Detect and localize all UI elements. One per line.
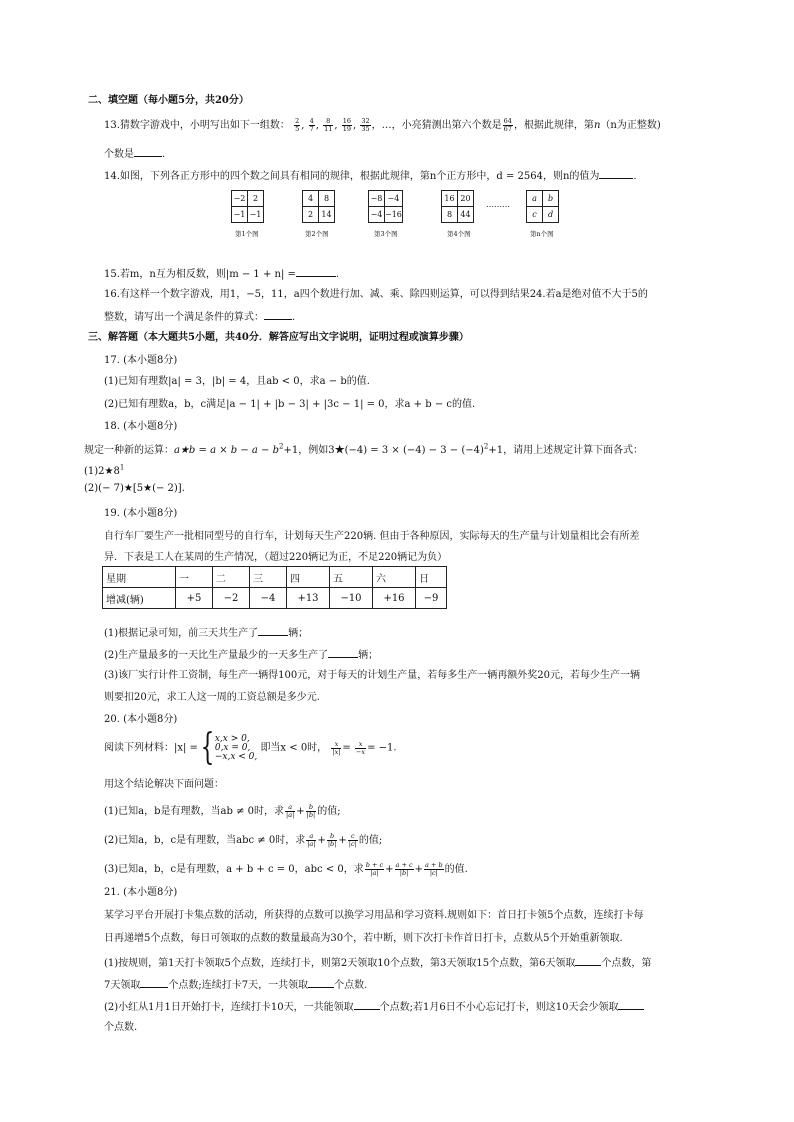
q13-line-2 [104, 146, 165, 162]
question-14 [104, 168, 637, 184]
q19-part-3-line-1: (3)该厂实行计件工资制，每生产一辆得100元，对于每天的计划生产量，若每多生产一辆再额外奖20元，若每少生产一辆 [104, 670, 640, 681]
q20-part-2: (2)已知a，b，c是有理数，当abc ≠ 0时，求 $\frac{a}{|a|}$ + $\frac{b}{|b|}$ + $\frac{c}{|c|}$ 的值; [104, 832, 383, 848]
q18-part-2: (2)(− 7)★[5★(− 2)]. [84, 483, 185, 494]
q13-text-a: 猜数字游戏中，小明写出如下一组数： [119, 120, 290, 131]
q14-square-4 [441, 190, 474, 223]
q21-day7-text: 7天领取 [104, 980, 141, 991]
table-cell: 二 [213, 567, 250, 588]
q16-end: . [292, 312, 296, 323]
q20-title: 20. (本小题8分) [104, 714, 178, 725]
section-2-heading: 二、填空题（每小题5分，共20分） [88, 95, 249, 106]
q20-fraction: $\frac{a + b}{|c|}$ [425, 861, 443, 877]
q19-part1-blank[interactable] [258, 625, 288, 636]
q20-result: = −1. [367, 742, 397, 754]
table-cell: −9 [416, 588, 447, 609]
q20-fraction: $\frac{x}{|x|}$ [332, 739, 341, 756]
q20-part2-text: (2)已知a，b，c是有理数，当abc ≠ 0时，求 [104, 835, 306, 846]
q20-cases [215, 735, 257, 762]
table-cell: 六 [373, 567, 416, 588]
q21-part2-text: (2)小红从1月1日开始打卡，连续打卡10天，一共能领取 [104, 1002, 354, 1013]
table-cell: −10 [330, 588, 373, 609]
q14-ellipsis: ……… [486, 200, 510, 209]
q14-caption-3: 第3个图 [374, 230, 398, 238]
q14-caption-1: 第1个图 [235, 230, 259, 238]
q18-rule-tail: +1，请用上述规定计算下面各式： [488, 445, 644, 456]
q14-number: 14. [104, 171, 120, 182]
q21-title: 21. (本小题8分) [104, 887, 178, 898]
q13-answer-blank[interactable] [134, 146, 162, 157]
q17-title: 17. (本小题8分) [104, 355, 178, 366]
square-cell: −1 [248, 207, 264, 223]
square-cell: 14 [319, 207, 335, 223]
question-16 [104, 288, 648, 302]
square-cell: −4 [385, 191, 403, 207]
q14-square-3 [368, 190, 403, 223]
q19-part1-text: (1)根据记录可知，前三天共生产了 [104, 628, 259, 639]
table-cell: +13 [287, 588, 330, 609]
square-cell: 8 [442, 207, 458, 223]
q21-line-1: 某学习平台开展打卡集点数的活动，所获得的点数可以换学习用品和学习资料.规则如下：首日打卡领5个点数，连续打卡每 [104, 910, 644, 921]
table-cell: 四 [287, 567, 330, 588]
q20-fraction: $\frac{b + c}{|a|}$ [365, 861, 384, 877]
square-cell: −2 [232, 191, 248, 207]
q17-part-1: (1)已知有理数|a| = 3，|b| = 4，且ab < 0，求a − b的值. [104, 376, 370, 387]
q20-fraction: $\frac{a + c}{|b|}$ [395, 861, 413, 877]
q16-line-2 [104, 309, 295, 325]
q16-answer-blank[interactable] [264, 309, 292, 320]
q19-part-1 [104, 625, 308, 641]
q18-part1-sup: 1 [119, 463, 125, 472]
q20-use-line: 用这个结论解决下面问题： [104, 779, 224, 790]
q21-part1-mid: 个点数，第 [601, 958, 652, 969]
square-cell: b [543, 191, 559, 207]
q13-number: 13. [104, 120, 120, 131]
q16-line-1: 有这样一个数字游戏，用1，−5，11，a四个数进行加、减、乘、除四则运算，可以得到结果24.若a是绝对值不大于5的 [119, 289, 648, 300]
q20-fraction: $\frac{a}{|a|}$ [307, 832, 316, 848]
q18-rule-definition: a★b = a × b − a − b [174, 445, 279, 456]
q14-text: 如图，下列各正方形中的四个数之间具有相同的规律，根据此规律，第n个正方形中， [119, 171, 497, 182]
q14-caption-n: 第n个图 [530, 230, 554, 238]
q19-line-2: 异．下表是工人在某周的生产情况，（超过220辆记为正，不足220辆记为负） [104, 552, 448, 563]
square-cell: a [527, 191, 543, 207]
q21-part1-text: (1)按规则，第1天打卡领取5个点数，连续打卡，则第2天领取10个点数，第3天领取15个点数，第6天领取 [104, 958, 576, 969]
q13-fraction-5: $\frac{32}{35}$ [361, 117, 370, 133]
square-cell: −8 [369, 191, 385, 207]
q15-text: 若m，n互为相反数，则|m − 1 + n| = [119, 269, 296, 280]
q18-rule-intro: 规定一种新的运算： [84, 445, 174, 456]
q13-fraction-3: $\frac{8}{11}$ [324, 117, 333, 133]
q19-part2-text: (2)生产量最多的一天比生产量最少的一天多生产了 [104, 650, 329, 661]
q14-condition: d = 2564，则n的值为 [496, 171, 600, 182]
q21-part1-end: 个点数. [334, 980, 368, 991]
q20-fraction: $\frac{b}{|b|}$ [306, 803, 316, 819]
q19-line-1: 自行车厂要生产一批相同型号的自行车，计划每天生产220辆. 但由于各种原因，实际每天的生产量与计划量相比会有所差 [104, 531, 640, 542]
q20-fraction: $\frac{x}{-x}$ [355, 739, 366, 756]
q13-guess-fraction: $\frac{64}{67}$ [503, 117, 512, 133]
table-cell: −2 [213, 588, 250, 609]
q19-part-2 [104, 647, 378, 663]
q20-case-3: −x,x < 0, [214, 751, 258, 762]
table-row [103, 588, 447, 609]
q14-square-2 [302, 190, 335, 223]
square-cell: 16 [442, 191, 458, 207]
q18-rule-plus: +1，例如 [283, 445, 329, 456]
square-cell: 8 [319, 191, 335, 207]
q21-day7-blank[interactable] [140, 977, 168, 988]
q16-number: 16. [104, 289, 120, 300]
q20-case-2: 0,x = 0, [214, 742, 251, 753]
q20-fraction: $\frac{c}{|c|}$ [348, 832, 357, 848]
table-cell: −4 [250, 588, 287, 609]
table-cell: +16 [373, 588, 416, 609]
square-cell: −1 [232, 207, 248, 223]
table-cell: 日 [416, 567, 447, 588]
q20-part3-tail: 的值. [444, 864, 468, 875]
brace-icon: { [200, 727, 215, 768]
table-cell: +5 [176, 588, 213, 609]
q20-material: 阅读下列材料：|x| ={x,x > 0, 0,x = 0, −x,x < 0, 即当x < 0时， $\frac{x}{|x|}$ = $\frac{x}{-x}$ = −1. [104, 727, 397, 768]
square-cell: 4 [303, 191, 319, 207]
q14-caption-2: 第2个图 [305, 230, 329, 238]
q18-part-1 [84, 465, 124, 479]
q16-line2-text: 整数，请写出一个满足条件的算式： [104, 312, 264, 323]
q20-fraction: $\frac{b}{|b|}$ [327, 832, 337, 848]
question-13: 13.猜数字游戏中，小明写出如下一组数： $\frac{2}{5}$ , $\frac{4}{7}$ , $\frac{8}{11}$ , $\frac{16}{19}$ , $\frac{32}{35}$ ，…，小亮猜测出第六个数是 $\frac{64}{67}$ ，根据此规律，第n（n为正整数) [104, 117, 661, 133]
q15-answer-blank[interactable] [296, 266, 336, 277]
q19-part-3-line-2: 则要扣20元，求工人这一周的工资总额是多少元. [104, 692, 320, 703]
table-cell: 增减(辆) [103, 588, 176, 609]
q13-text-c: ，根据此规律，第 [513, 120, 594, 131]
q20-case-1: x,x > 0, [214, 733, 250, 744]
q14-end: . [633, 171, 637, 182]
q13-text-d: （n为正整数) [600, 120, 661, 131]
q20-part3-text: (3)已知a，b，c是有理数，a + b + c = 0，abc < 0，求 [104, 864, 364, 875]
q13-end: . [162, 149, 166, 160]
q21-total7-blank[interactable] [308, 977, 334, 988]
q21-total7-text: 个点数;连续打卡7天，一共领取 [168, 980, 309, 991]
q13-text-b: ，…，小亮猜测出第六个数是 [371, 120, 502, 131]
square-cell: 2 [248, 191, 264, 207]
table-header-row [103, 567, 447, 588]
table-cell: 三 [250, 567, 287, 588]
square-cell: 20 [458, 191, 474, 207]
q15-end: . [335, 269, 340, 280]
q21-part2-mid: 个点数;若1月6日不小心忘记打卡，则这10天会少领取 [379, 1002, 619, 1013]
q19-part1-unit: 辆； [288, 628, 309, 639]
q20-abs-def: 阅读下列材料：|x| = [104, 742, 198, 754]
q20-when-text: 即当x < 0时， [260, 742, 328, 754]
q20-part2-tail: 的值; [358, 835, 383, 846]
q21-part-1-line-1 [104, 955, 651, 971]
q18-rule: 规定一种新的运算：a★b = $a \times b - a - b^2+1$，例如3★(−4) = $3 \times (-4) - 3 - (-4)^2+1$，请用上述规定计算下面各式： [84, 442, 644, 456]
q18-part1-text: (1)2★8 [84, 466, 120, 477]
question-15 [104, 266, 339, 282]
q18-rule-example: 3★(−4) = 3 × (−4) − 3 − (−4) [328, 445, 484, 456]
q20-part1-tail: 的值; [317, 806, 341, 817]
q13-fraction-1: $\frac{2}{5}$ [295, 117, 300, 133]
table-cell: 一 [176, 567, 213, 588]
q14-square-n [526, 190, 559, 223]
q20-fraction: $\frac{a}{|a|}$ [286, 803, 295, 819]
q14-caption-4: 第4个图 [447, 230, 471, 238]
table-cell: 星期 [103, 567, 176, 588]
q15-number: 15. [104, 269, 120, 280]
q21-less-blank[interactable] [618, 999, 644, 1010]
q13-fraction-2: $\frac{4}{7}$ [309, 117, 314, 133]
square-cell: 44 [458, 207, 474, 223]
q21-day6-blank[interactable] [575, 955, 601, 966]
square-cell: c [527, 207, 543, 223]
square-cell: −16 [385, 207, 403, 223]
q19-part2-unit: 辆； [358, 650, 379, 661]
section-3-heading: 三、解答题（本大题共5小题，共40分．解答应写出文字说明，证明过程或演算步骤） [88, 332, 469, 343]
q21-part-1-line-2 [104, 977, 367, 993]
q13-line2-text: 个数是 [104, 149, 134, 160]
q18-title: 18. (本小题8分) [104, 421, 178, 432]
q14-answer-blank[interactable] [599, 168, 633, 179]
q21-part-2-line-2: 个点数. [104, 1022, 138, 1033]
square-cell: −4 [369, 207, 385, 223]
q13-fraction-4: $\frac{16}{19}$ [342, 117, 352, 133]
q21-total10-blank[interactable] [354, 999, 380, 1010]
q19-part2-blank[interactable] [328, 647, 358, 658]
square-cell: d [543, 207, 559, 223]
q21-line-2: 日再递增5个点数，每日可领取的点数的数量最高为30个，若中断，则下次打卡作首日打卡，点数从5个开始重新领取. [104, 933, 623, 944]
table-cell: 五 [330, 567, 373, 588]
q14-square-1 [231, 190, 264, 223]
production-table [102, 566, 447, 609]
q21-part-2-line-1 [104, 999, 644, 1015]
square-cell: 2 [303, 207, 319, 223]
q19-title: 19. (本小题8分) [104, 508, 178, 519]
q20-part-3: (3)已知a，b，c是有理数，a + b + c = 0，abc < 0，求 $\frac{b + c}{|a|}$ + $\frac{a + c}{|b|}$ + $\frac{a + b}{|c|}$ 的值. [104, 861, 468, 877]
q20-part1-text: (1)已知a，b是有理数，当ab ≠ 0时，求 [104, 806, 284, 817]
q17-part-2: (2)已知有理数a，b，c满足|a − 1| + |b − 3| + |3c − 1| = 0，求a + b − c的值. [104, 399, 476, 410]
q20-part-1: (1)已知a，b是有理数，当ab ≠ 0时，求 $\frac{a}{|a|}$ + $\frac{b}{|b|}$ 的值; [104, 803, 341, 819]
